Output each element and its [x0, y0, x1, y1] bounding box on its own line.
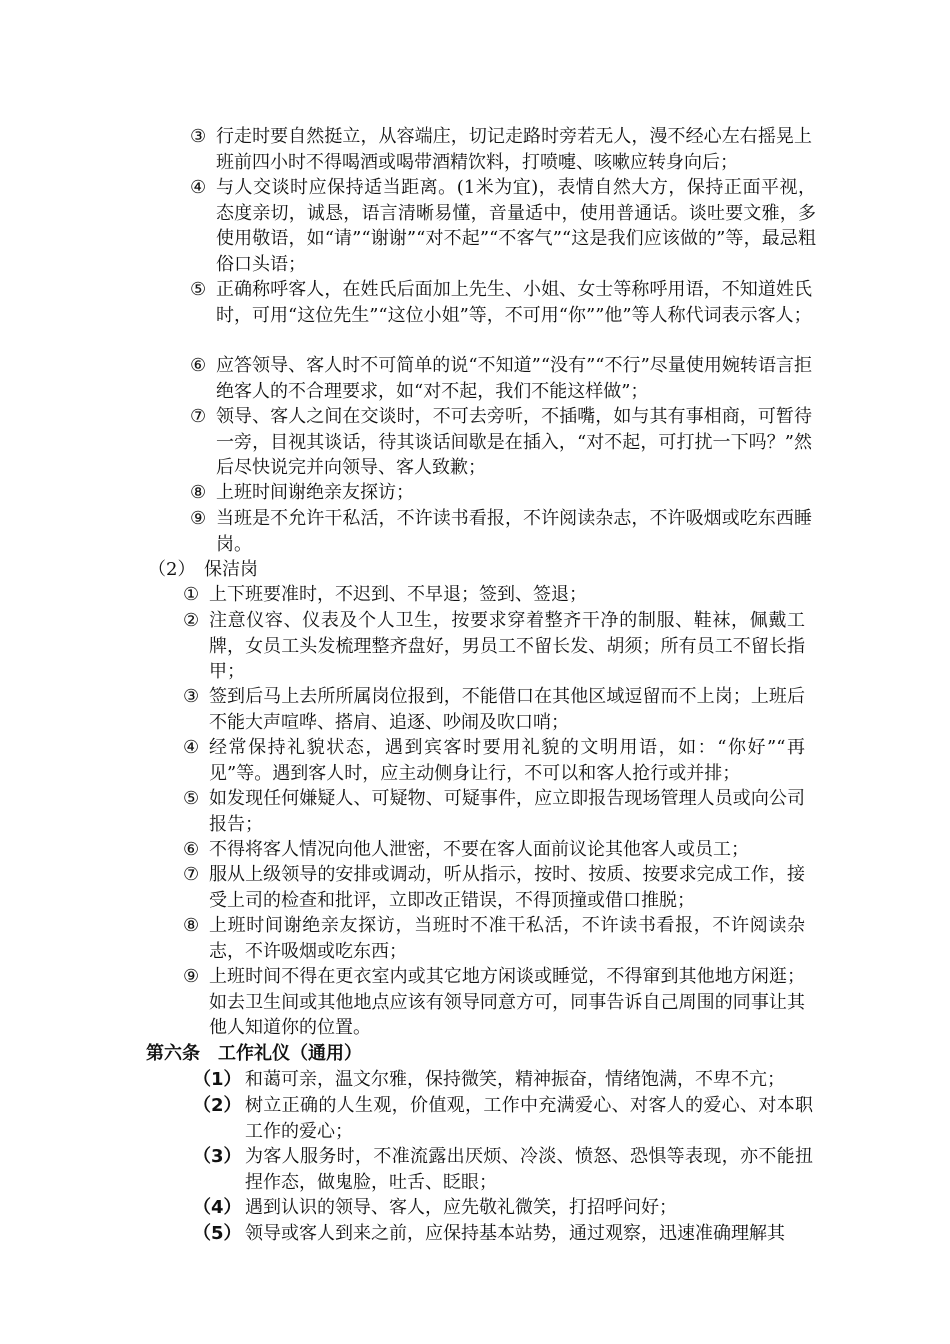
item-text: 注意仪容、仪表及个人卫生，按要求穿着整齐干净的制服、鞋袜，佩戴工牌，女员工头发梳理整齐盘好，男员工不留长发、胡须；所有员工不留长指甲； [209, 610, 805, 682]
item-number: ⑦ [190, 406, 207, 427]
subsection-number: （2） [148, 559, 196, 580]
list-item [193, 1067, 813, 1093]
list-item [183, 862, 805, 913]
item-text: 应答领导、客人时不可简单的说“不知道”“没有”“不行”尽量使用婉转语言拒绝客人的不合理要求，如“对不起，我们不能这样做”； [216, 355, 812, 402]
list-item [190, 353, 812, 404]
item-text: 与人交谈时应保持适当距离。(1米为宜)，表情自然大方，保持正面平视，态度亲切，诚恳，语言清晰易懂，音量适中，使用普通话。谈吐要文雅，多使用敬语，如“请”“谢谢”“对不起”“不客气”“这是我们应该做的”等，最忌粗俗口头语； [216, 177, 816, 275]
item-text: 服从上级领导的安排或调动，听从指示，按时、按质、按要求完成工作，接受上司的检查和批评，立即改正错误，不得顶撞或借口推脱； [209, 864, 805, 911]
item-number: （5） [193, 1223, 242, 1244]
item-number: ⑦ [183, 864, 200, 885]
list-item [183, 608, 805, 685]
item-text: 上班时间谢绝亲友探访； [216, 482, 414, 503]
item-text: 领导或客人到来之前，应保持基本站势，通过观察，迅速准确理解其 [245, 1223, 785, 1244]
item-text: 遇到认识的领导、客人，应先敬礼微笑，打招呼问好； [245, 1197, 677, 1218]
list-item [183, 837, 805, 863]
section-title: 第六条 工作礼仪（通用） [146, 1043, 362, 1064]
list-item [193, 1093, 813, 1144]
item-number: ⑨ [190, 508, 207, 529]
item-number: （1） [193, 1069, 242, 1090]
item-number: （4） [193, 1197, 242, 1218]
item-text: 上班时间不得在更衣室内或其它地方闲谈或睡觉，不得窜到其他地方闲逛；如去卫生间或其他地点应该有领导同意方可，同事告诉自己周围的同事让其他人知道你的位置。 [209, 966, 805, 1038]
list-item [183, 913, 805, 964]
item-number: ⑤ [190, 279, 207, 300]
list-item [193, 1144, 813, 1195]
item-text: 签到后马上去所所属岗位报到，不能借口在其他区域逗留而不上岗；上班后不能大声喧哗、搭肩、追逐、吵闹及吹口哨； [209, 686, 805, 733]
list-item [183, 735, 805, 786]
item-number: ⑧ [190, 482, 207, 503]
item-number: ③ [183, 686, 200, 707]
item-text: 为客人服务时，不准流露出厌烦、冷淡、愤怒、恐惧等表现，亦不能扭捏作态，做鬼脸，吐舌、眨眼； [245, 1146, 813, 1193]
item-number: ⑥ [190, 355, 207, 376]
item-number: ⑧ [183, 915, 200, 936]
item-number: ⑥ [183, 839, 200, 860]
list-item [193, 1195, 813, 1221]
subsection-title: 保洁岗 [204, 559, 258, 580]
item-number: ④ [190, 177, 207, 198]
item-number: ⑤ [183, 788, 200, 809]
item-number: （3） [193, 1146, 242, 1167]
item-number: ① [183, 584, 200, 605]
list-item [190, 404, 812, 481]
list-item [183, 964, 805, 1041]
subsection-heading [148, 557, 548, 583]
item-text: 和蔼可亲，温文尔雅，保持微笑，精神振奋，情绪饱满，不卑不亢； [245, 1069, 785, 1090]
item-number: ② [183, 610, 200, 631]
item-text: 不得将客人情况向他人泄密，不要在客人面前议论其他客人或员工； [209, 839, 749, 860]
list-item [190, 277, 812, 328]
list-item [183, 582, 805, 608]
list-item [183, 786, 805, 837]
list-item [190, 506, 812, 557]
list-item [193, 1221, 813, 1247]
list-item [190, 480, 812, 506]
item-number: ④ [183, 737, 200, 758]
item-text: 当班是不允许干私活，不许读书看报，不许阅读杂志，不许吸烟或吃东西睡岗。 [216, 508, 812, 555]
item-text: 行走时要自然挺立，从容端庄，切记走路时旁若无人，漫不经心左右摇晃上班前四小时不得喝酒或喝带酒精饮料，打喷嚏、咳嗽应转身向后； [216, 126, 812, 173]
item-text: 领导、客人之间在交谈时，不可去旁听，不插嘴，如与其有事相商，可暂待一旁，目视其谈话，待其谈话间歇是在插入，“对不起，可打扰一下吗？”然后尽快说完并向领导、客人致歉； [216, 406, 812, 478]
item-text: 上班时间谢绝亲友探访，当班时不准干私活，不许读书看报，不许阅读杂志，不许吸烟或吃东西； [209, 915, 805, 962]
item-text: 如发现任何嫌疑人、可疑物、可疑事件，应立即报告现场管理人员或向公司报告； [209, 788, 805, 835]
item-text: 上下班要准时，不迟到、不早退；签到、签退； [209, 584, 587, 605]
section-heading [146, 1041, 546, 1067]
list-item [190, 124, 812, 175]
item-number: ③ [190, 126, 207, 147]
list-item [190, 175, 816, 277]
item-number: （2） [193, 1095, 242, 1116]
item-text: 树立正确的人生观，价值观，工作中充满爱心、对客人的爱心、对本职工作的爱心； [245, 1095, 813, 1142]
item-text: 经常保持礼貌状态，遇到宾客时要用礼貌的文明用语，如：“你好”“再见”等。遇到客人时，应主动侧身让行，不可以和客人抢行或并排； [209, 737, 805, 784]
list-item [183, 684, 805, 735]
item-text: 正确称呼客人，在姓氏后面加上先生、小姐、女士等称呼用语，不知道姓氏时，可用“这位先生”“这位小姐”等，不可用“你””他”等人称代词表示客人； [216, 279, 812, 326]
item-number: ⑨ [183, 966, 200, 987]
